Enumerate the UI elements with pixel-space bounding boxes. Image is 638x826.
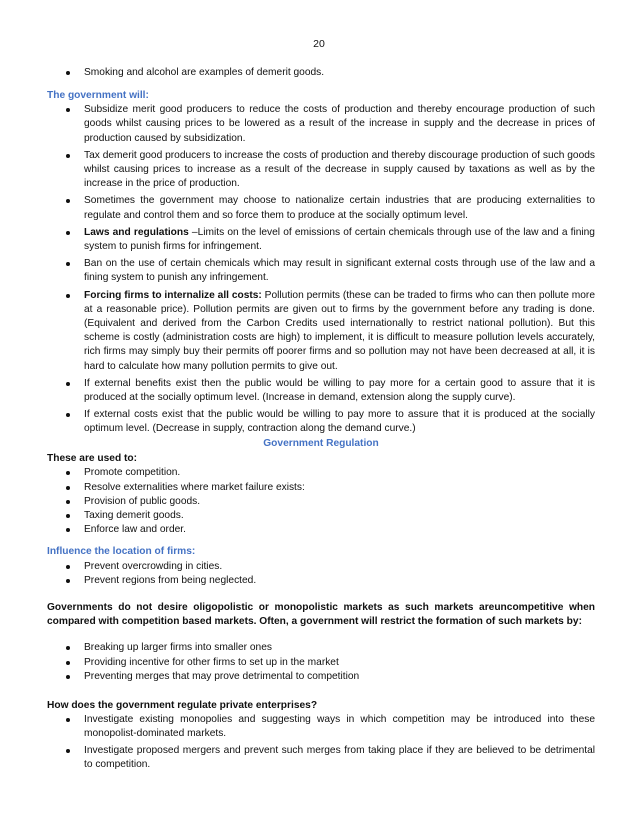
oligopoly-list <box>47 641 595 684</box>
list-item: Enforce law and order. <box>47 523 595 537</box>
list-item: Taxing demerit goods. <box>47 509 595 523</box>
bullet-icon <box>66 262 70 266</box>
list-item: Ban on the use of certain chemicals which may result in significant external costs through use of the law and a fining system to punish any infringement. <box>47 257 595 285</box>
bullet-icon <box>66 199 70 203</box>
list-item: Investigate proposed mergers and prevent such merges from taking place if they are believed to be detrimental to competition. <box>47 744 595 772</box>
list-item: Resolve externalities where market failure exists: <box>47 481 595 495</box>
bullet-icon <box>66 579 70 583</box>
bullet-icon <box>66 294 70 298</box>
bullet-icon <box>66 565 70 569</box>
list-item: Preventing merges that may prove detrimental to competition <box>47 670 595 684</box>
government-will-heading: The government will: <box>47 90 149 101</box>
list-item: Breaking up larger firms into smaller ones <box>47 641 595 655</box>
bullet-icon <box>66 749 70 753</box>
list-item: Subsidize merit good producers to reduce the costs of production and thereby encourage production of such goods whilst causing prices to be lowered as a result of the increase in supply and the decrease in prices of production caused by subsidization. <box>47 103 595 146</box>
bullet-icon <box>66 71 70 75</box>
bullet-icon <box>66 154 70 158</box>
list-item: Providing incentive for other firms to set up in the market <box>47 656 595 670</box>
list-item: Promote competition. <box>47 466 595 480</box>
location-heading: Influence the location of firms: <box>47 546 196 558</box>
list-item: Forcing firms to internalize all costs: Pollution permits (these can be traded to firms who can then pollute more at a reasonable price). Pollution permits are given out to firms by the government before any trading is done. (Equivalent and derived from the Carbon Credits used internationally to restrict national pollution). But this scheme is costly (administration costs are high) to implement, it is difficult to measure pollution levels accurately, rich firms may simply buy their permits off poorer firms and so pollution may not have been decreased at all, it is hard to calculate how many pollution permits to give out. <box>47 289 595 374</box>
bullet-icon <box>66 486 70 490</box>
list-item: Smoking and alcohol are examples of demerit goods. <box>47 66 595 80</box>
government-will-list <box>47 103 595 436</box>
bullet-icon <box>66 514 70 518</box>
bullet-icon <box>66 528 70 532</box>
government-regulation-title: Government Regulation <box>263 438 379 449</box>
bullet-icon <box>66 675 70 679</box>
list-item: Tax demerit good producers to increase the costs of production and thereby discourage production of such goods whilst causing prices to increase as a result of the decrease in supply caused by taxations as well as by the increase in the price of production. <box>47 149 595 192</box>
bullet-icon <box>66 661 70 665</box>
intro-section <box>47 66 595 80</box>
list-item: Prevent overcrowding in cities. <box>47 560 595 574</box>
used-to-list <box>47 466 595 537</box>
regulate-list <box>47 713 595 772</box>
regulate-heading: How does the government regulate private enterprises? <box>47 700 318 711</box>
government-will-section <box>47 89 595 437</box>
list-item: Laws and regulations –Limits on the level of emissions of certain chemicals through use of the law and a fining system to punish firms for infringement. <box>47 226 595 254</box>
list-item: Sometimes the government may choose to nationalize certain industries that are producing externalities to regulate and control them and so force them to produce at the socially optimum level. <box>47 194 595 222</box>
regulate-section <box>47 699 595 772</box>
list-item: Prevent regions from being neglected. <box>47 574 595 588</box>
bullet-icon <box>66 646 70 650</box>
oligopoly-section <box>47 601 595 684</box>
bullet-icon <box>66 500 70 504</box>
list-item: Investigate existing monopolies and suggesting ways in which competition may be introduced into these monopolist-dominated markets. <box>47 713 595 741</box>
page-number: 20 <box>313 38 325 50</box>
bullet-icon <box>66 471 70 475</box>
bullet-icon <box>66 413 70 417</box>
bullet-icon <box>66 231 70 235</box>
used-to-heading: These are used to: <box>47 453 138 465</box>
bullet-icon <box>66 718 70 722</box>
list-item: Provision of public goods. <box>47 495 595 509</box>
bullet-icon <box>66 108 70 112</box>
bullet-icon <box>66 382 70 386</box>
list-item: If external benefits exist then the public would be willing to pay more for a certain good to assure that it is produced at the socially optimum level. (Increase in demand, extension along the supply curve). <box>47 377 595 405</box>
list-item: If external costs exist that the public would be willing to pay more to assure that it is produced at the socially optimum level. (Decrease in supply, contraction along the demand curve.) <box>47 408 595 436</box>
government-regulation-section <box>47 437 595 588</box>
location-list <box>47 560 595 588</box>
oligopoly-paragraph: Governments do not desire oligopolistic or monopolistic markets as such markets areuncompetitive when compared with competition based markets. Often, a government will restrict the formation of such markets by: <box>47 602 595 628</box>
